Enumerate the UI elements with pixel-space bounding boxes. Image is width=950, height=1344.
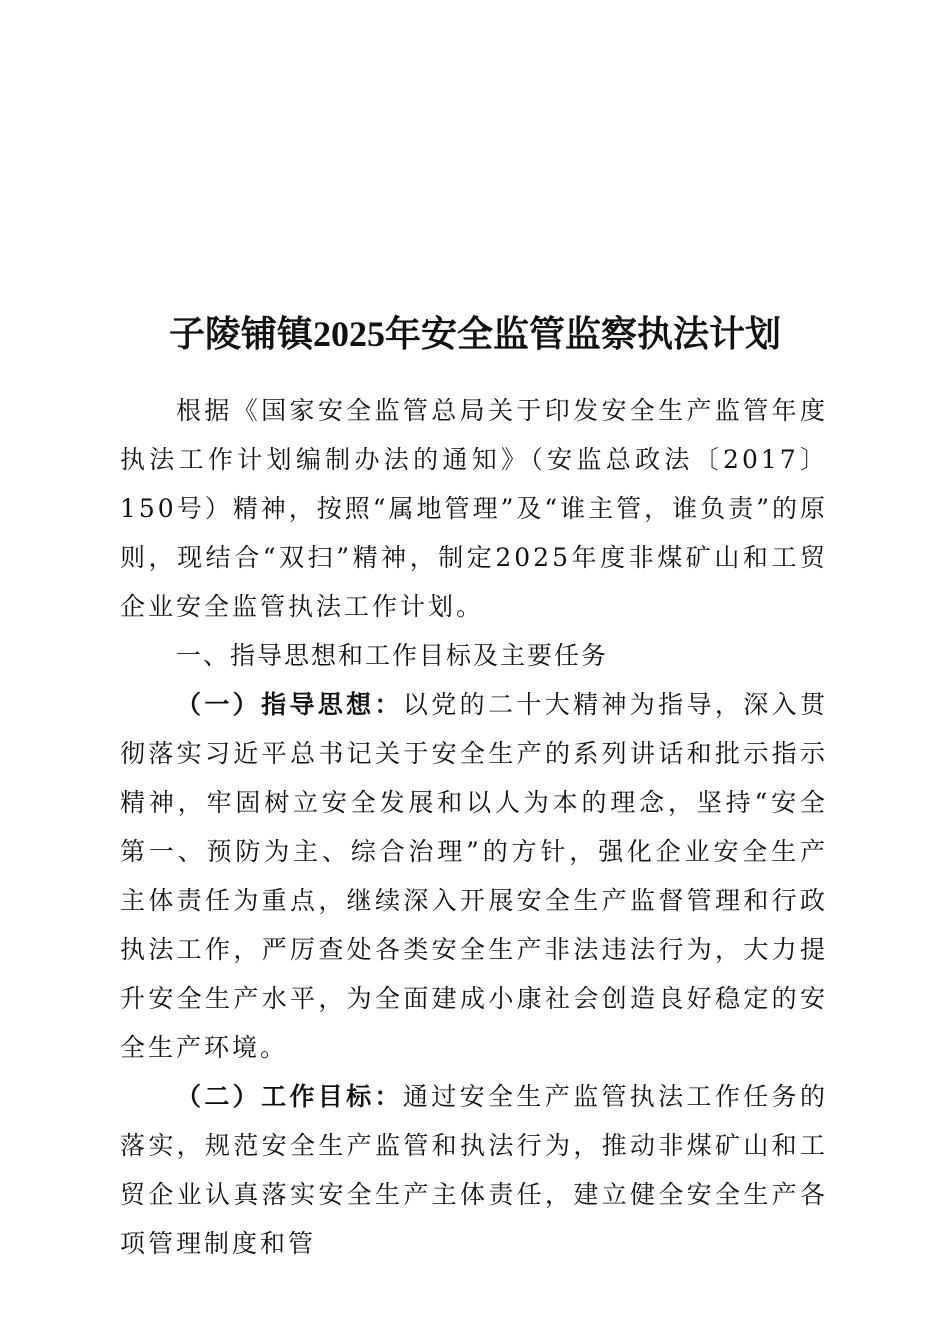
work-goal-paragraph [120, 1072, 828, 1268]
section-heading: 一、指导思想和工作目标及主要任务 [176, 641, 609, 670]
work-goal-label: （二）工作目标： [176, 1082, 403, 1111]
intro-paragraph: 根据《国家安全监管总局关于印发安全生产监管年度执法工作计划编制办法的通知》（安监总政法〔2017〕150号）精神，按照“属地管理”及“谁主管，谁负责”的原则，现结合“双扫”精神，制定2025年度非煤矿山和工贸企业安全监管执法工作计划。 [120, 396, 828, 621]
document-body [120, 386, 828, 1268]
guiding-ideology-text: 以党的二十大精神为指导，深入贯彻落实习近平总书记关于安全生产的系列讲话和批示指示精神，牢固树立安全发展和以人为本的理念，坚持“安全第一、预防为主、综合治理”的方针，强化企业安全生产主体责任为重点，继续深入开展安全生产监督管理和行政执法工作，严厉查处各类安全生产非法违法行为，大力提升安全生产水平，为全面建成小康社会创造良好稳定的安全生产环境。 [120, 690, 828, 1062]
guiding-ideology-paragraph [120, 680, 828, 1072]
document-title: 子陵铺镇2025年安全监管监察执法计划 [168, 314, 781, 355]
work-goal-text: 通过安全生产监管执法工作任务的落实，规范安全生产监管和执法行为，推动非煤矿山和工贸企业认真落实安全生产主体责任，建立健全安全生产各项管理制度和管 [120, 1082, 828, 1258]
guiding-ideology-label: （一）指导思想： [176, 690, 403, 719]
